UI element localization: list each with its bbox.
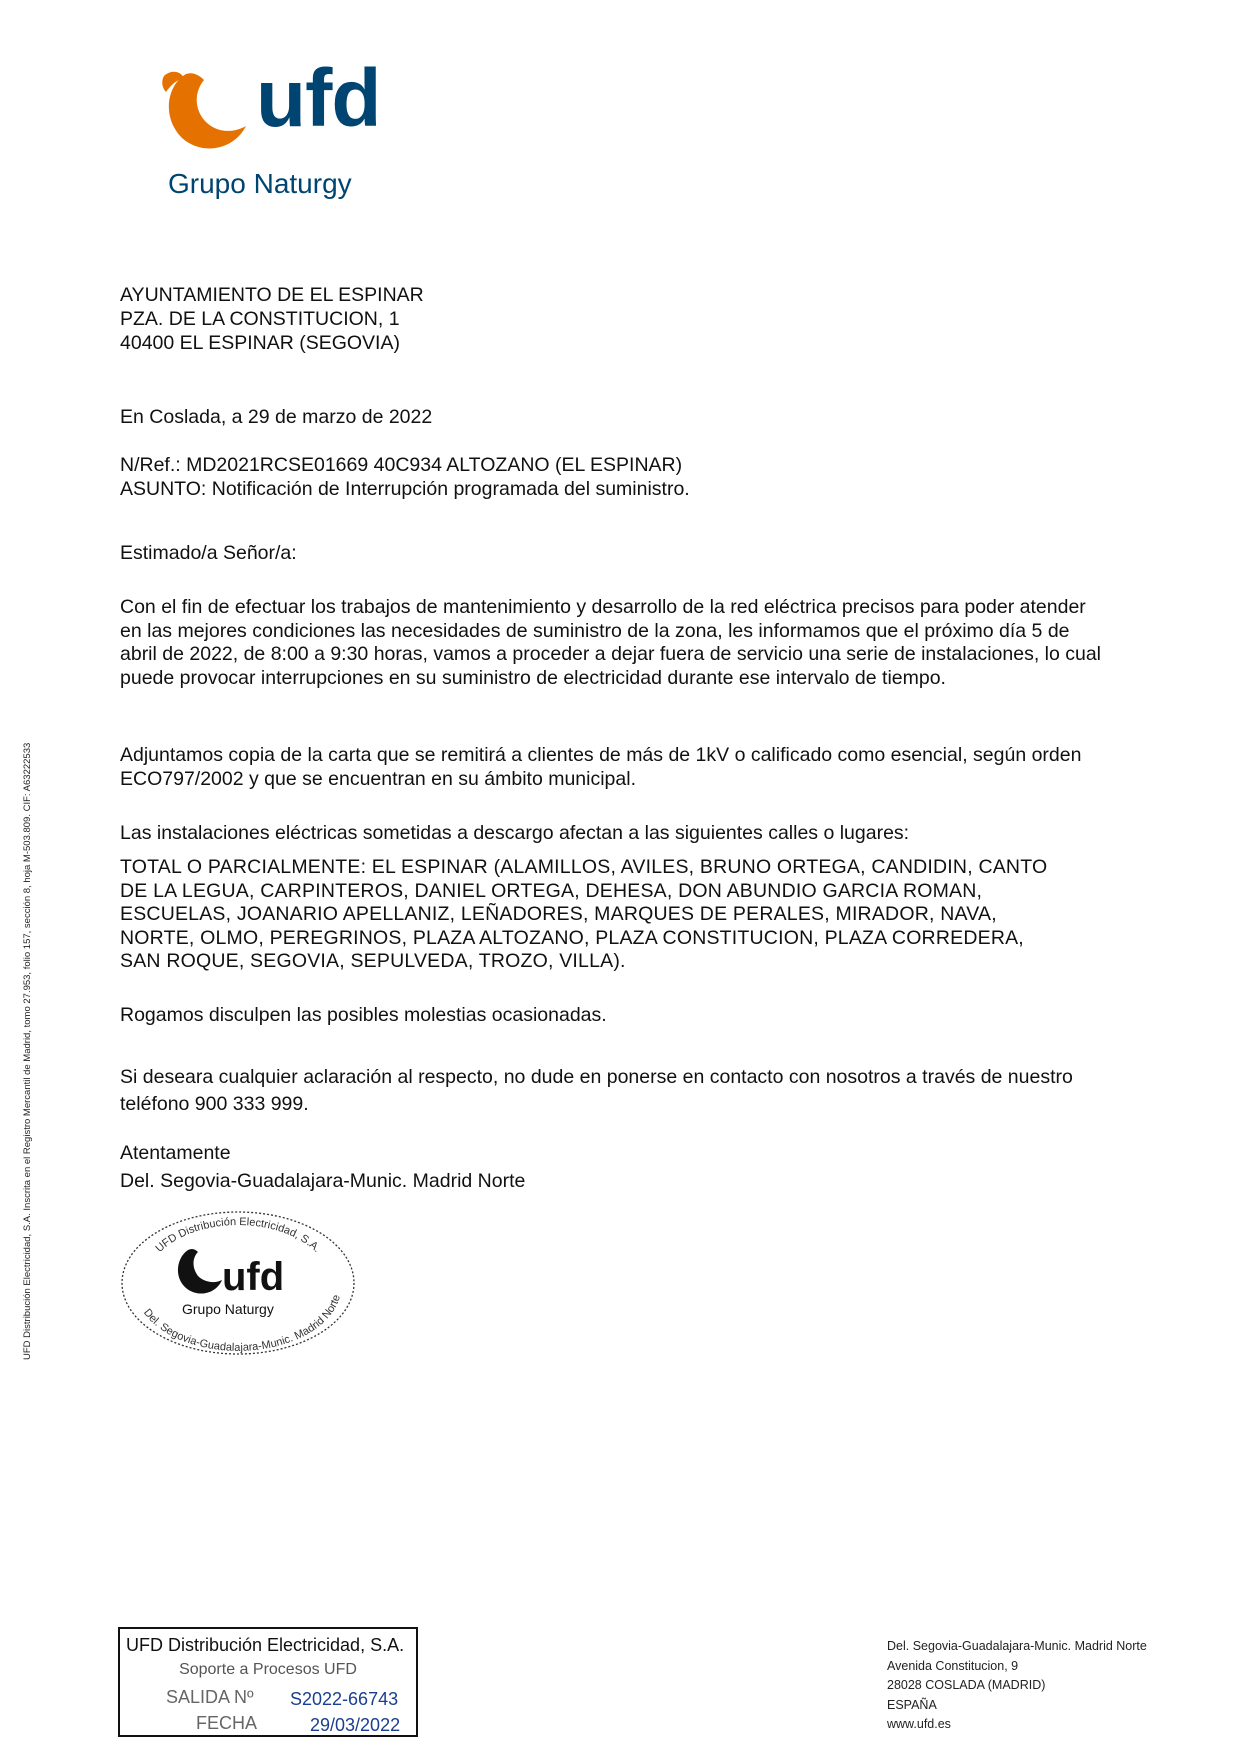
paragraph-intro: Con el fin de efectuar los trabajos de mantenimiento y desarrollo de la red eléctrica precisos para poder atender en las mejores condiciones las necesidades de suministro de la zona, les informamos que el próximo día 5 de abril de 2022, de 8:00 a 9:30 horas, vamos a proceder a dejar fuera de servicio una serie de instalaciones, lo cual puede provocar interrupciones en su suministro de electricidad durante ese intervalo de tiempo. <box>120 596 1102 689</box>
footer-address-line: Avenida Constitucion, 9 <box>887 1658 1019 1673</box>
footer-website: www.ufd.es <box>887 1717 951 1731</box>
footer-address-line: ESPAÑA <box>887 1697 937 1712</box>
contact-paragraph: Si deseara cualquier aclaración al respecto, no dude en ponerse en contacto con nosotros a través de nuestro teléfono 900 333 999. <box>120 1066 1073 1115</box>
paragraph-attachment: Adjuntamos copia de la carta que se remitirá a clientes de más de 1kV o calificado como esencial, según orden ECO797/2002 y que se encuentran en su ámbito municipal. <box>120 744 1082 790</box>
footer-address <box>887 1637 1147 1735</box>
recipient-name: AYUNTAMIENTO DE EL ESPINAR <box>120 284 424 306</box>
registry-side-text: UFD Distribución Electricidad, S.A. Inscrita en el Registro Mercantil de Madrid, tomo 27.953, folio 157, sección 8, hoja M-503.809. CIF: A63222533 <box>22 742 33 1360</box>
stamp-moon-icon <box>178 1249 222 1294</box>
stamp-brand: ufd <box>222 1255 285 1299</box>
svg-text:UFD Distribución Electricidad, <box>153 1216 322 1255</box>
salida-label: SALIDA Nº <box>166 1687 254 1707</box>
logo-wordmark: ufd <box>256 53 381 144</box>
paragraph-affected-intro: Las instalaciones eléctricas sometidas a descargo afectan a las siguientes calles o lugares: <box>120 822 910 844</box>
fecha-value: 29/03/2022 <box>310 1715 401 1735</box>
affected-streets-list: TOTAL O PARCIALMENTE: EL ESPINAR (ALAMILLOS, AVILES, BRUNO ORTEGA, CANDIDIN, CANTO DE LA LEGUA, CARPINTEROS, DANIEL ORTEGA, DEHESA, DON ABUNDIO GARCIA ROMAN, ESCUELAS, JOANARIO APELLANIZ, LEÑADORES, MARQUES DE PERALES, MIRADOR, NAVA, NORTE, OLMO, PEREGRINOS, PLAZA ALTOZANO, PLAZA CONSTITUCION, PLAZA CORREDERA, SAN ROQUE, SEGOVIA, SEPULVEDA, TROZO, VILLA). <box>120 856 1048 972</box>
apology-line: Rogamos disculpen las posibles molestias ocasionadas. <box>120 1004 607 1026</box>
registry-department: Soporte a Procesos UFD <box>179 1661 357 1678</box>
footer-address-line: Del. Segovia-Guadalajara-Munic. Madrid Norte <box>887 1639 1147 1653</box>
salida-value: S2022-66743 <box>290 1689 399 1709</box>
footer-address-line: 28028 COSLADA (MADRID) <box>887 1678 1046 1692</box>
fecha-label: FECHA <box>196 1713 258 1733</box>
subject-line: ASUNTO: Notificación de Interrupción programada del suministro. <box>120 478 690 500</box>
greeting: Estimado/a Señor/a: <box>120 542 297 564</box>
recipient-city: 40400 EL ESPINAR (SEGOVIA) <box>120 332 400 354</box>
closing: Atentamente <box>120 1142 231 1164</box>
registry-company: UFD Distribución Electricidad, S.A. <box>126 1635 405 1655</box>
registry-box <box>118 1627 418 1737</box>
recipient-street: PZA. DE LA CONSTITUCION, 1 <box>120 308 400 330</box>
stamp-group: Grupo Naturgy <box>182 1301 274 1317</box>
ufd-moon-icon <box>160 68 256 158</box>
company-stamp <box>118 1208 358 1358</box>
company-logo <box>160 53 390 208</box>
stamp-bottom-text: Del. Segovia-Guadalajara-Munic. Madrid Norte <box>140 1293 343 1354</box>
logo-group-name: Grupo Naturgy <box>168 168 352 199</box>
stamp-top-text: UFD Distribución Electricidad, S.A. <box>153 1215 323 1255</box>
date-line: En Coslada, a 29 de marzo de 2022 <box>120 406 433 428</box>
signature-department: Del. Segovia-Guadalajara-Munic. Madrid Norte <box>120 1170 526 1192</box>
reference-line: N/Ref.: MD2021RCSE01669 40C934 ALTOZANO (EL ESPINAR) <box>120 454 683 476</box>
